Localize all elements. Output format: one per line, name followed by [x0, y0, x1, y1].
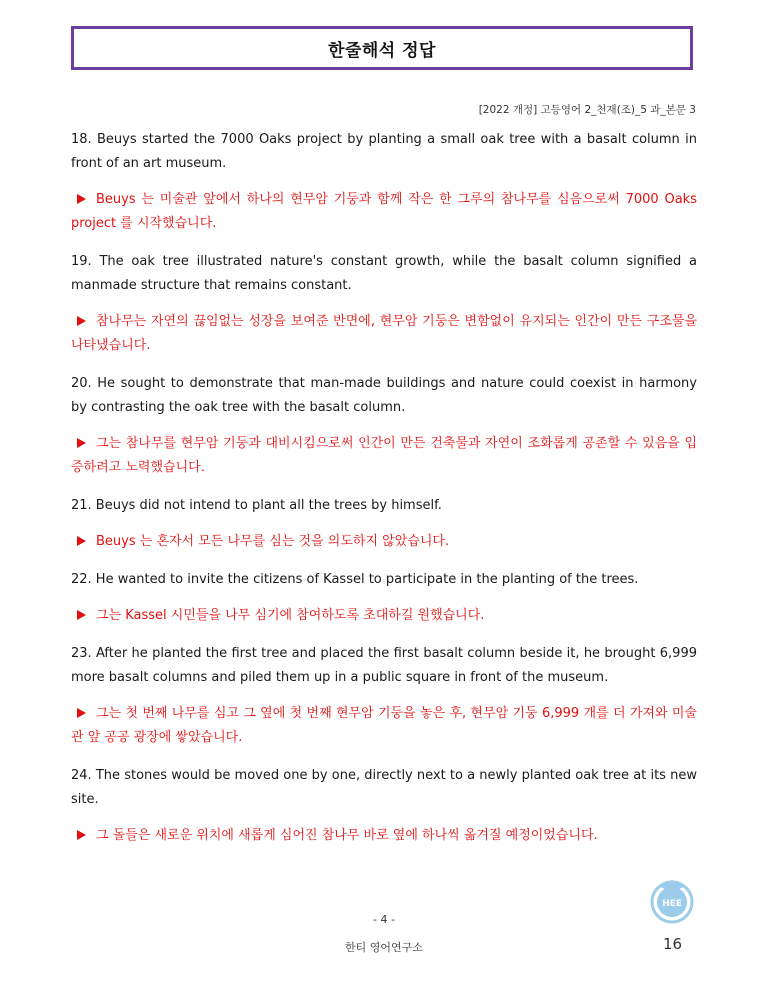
footer-org: 한티 영어연구소 — [345, 941, 423, 954]
sentence-item — [71, 128, 697, 236]
korean-translation: 참나무는 자연의 끊임없는 성장을 보여준 반면에, 현무암 기둥은 변함없이 유지되는 인간이 만든 구조물을 나타냈습니다. — [71, 314, 697, 353]
source-label: [2022 개정] 고등영어 2_천재(조)_5 과_본문 3 — [478, 104, 696, 116]
arrow-icon — [77, 438, 86, 448]
arrow-icon — [77, 536, 86, 546]
english-sentence: 18. Beuys started the 7000 Oaks project by planting a small oak tree with a basalt column in front of an art museum. — [71, 132, 697, 171]
sentence-item — [71, 250, 697, 358]
korean-translation: 그 돌들은 새로운 위치에 새롭게 심어진 참나무 바로 옆에 하나씩 옮겨질 예정이었습니다. — [71, 824, 697, 848]
korean-translation: 그는 참나무를 현무암 기둥과 대비시킴으로써 인간이 만든 건축물과 자연이 조화롭게 공존할 수 있음을 입증하려고 노력했습니다. — [71, 436, 697, 475]
title-box — [71, 26, 693, 70]
korean-translation: Beuys 는 혼자서 모든 나무를 심는 것을 의도하지 않았습니다. — [71, 530, 697, 554]
arrow-icon — [77, 610, 86, 620]
english-sentence: 20. He sought to demonstrate that man-made buildings and nature could coexist in harmony by contrasting the oak tree with the basalt column. — [71, 376, 697, 415]
arrow-icon — [77, 830, 86, 840]
english-sentence: 19. The oak tree illustrated nature's constant growth, while the basalt column signified a manmade structure that remains constant. — [71, 254, 697, 293]
english-sentence: 22. He wanted to invite the citizens of Kassel to participate in the planting of the trees. — [71, 572, 639, 587]
page-title: 한줄해석 정답 — [328, 40, 436, 61]
logo-text: HEE — [662, 899, 682, 909]
arrow-icon — [77, 194, 86, 204]
sentence-item — [71, 494, 697, 554]
arrow-icon — [77, 316, 86, 326]
korean-translation: Beuys 는 미술관 앞에서 하나의 현무암 기둥과 함께 작은 한 그루의 참나무를 심음으로써 7000 Oaks project 를 시작했습니다. — [71, 192, 697, 231]
english-sentence: 23. After he planted the first tree and placed the first basalt column beside it, he brought 6,999 more basalt columns and piled them up in a public square in front of the museum. — [71, 646, 697, 685]
sentence-item — [71, 568, 697, 628]
sentence-item — [71, 764, 697, 848]
sentence-item — [71, 642, 697, 750]
english-sentence: 24. The stones would be moved one by one, directly next to a newly planted oak tree at its new site. — [71, 768, 697, 807]
page-number: - 4 - — [373, 913, 395, 926]
page-total: 16 — [663, 935, 683, 953]
korean-translation: 그는 첫 번째 나무를 심고 그 옆에 첫 번째 현무암 기둥을 놓은 후, 현무암 기둥 6,999 개를 더 가져와 미술관 앞 공공 광장에 쌓았습니다. — [71, 706, 697, 745]
arrow-icon — [77, 708, 86, 718]
sentence-list — [71, 128, 697, 862]
english-sentence: 21. Beuys did not intend to plant all the trees by himself. — [71, 498, 442, 513]
korean-translation: 그는 Kassel 시민들을 나무 심기에 참여하도록 초대하길 원했습니다. — [71, 604, 697, 628]
sentence-item — [71, 372, 697, 480]
